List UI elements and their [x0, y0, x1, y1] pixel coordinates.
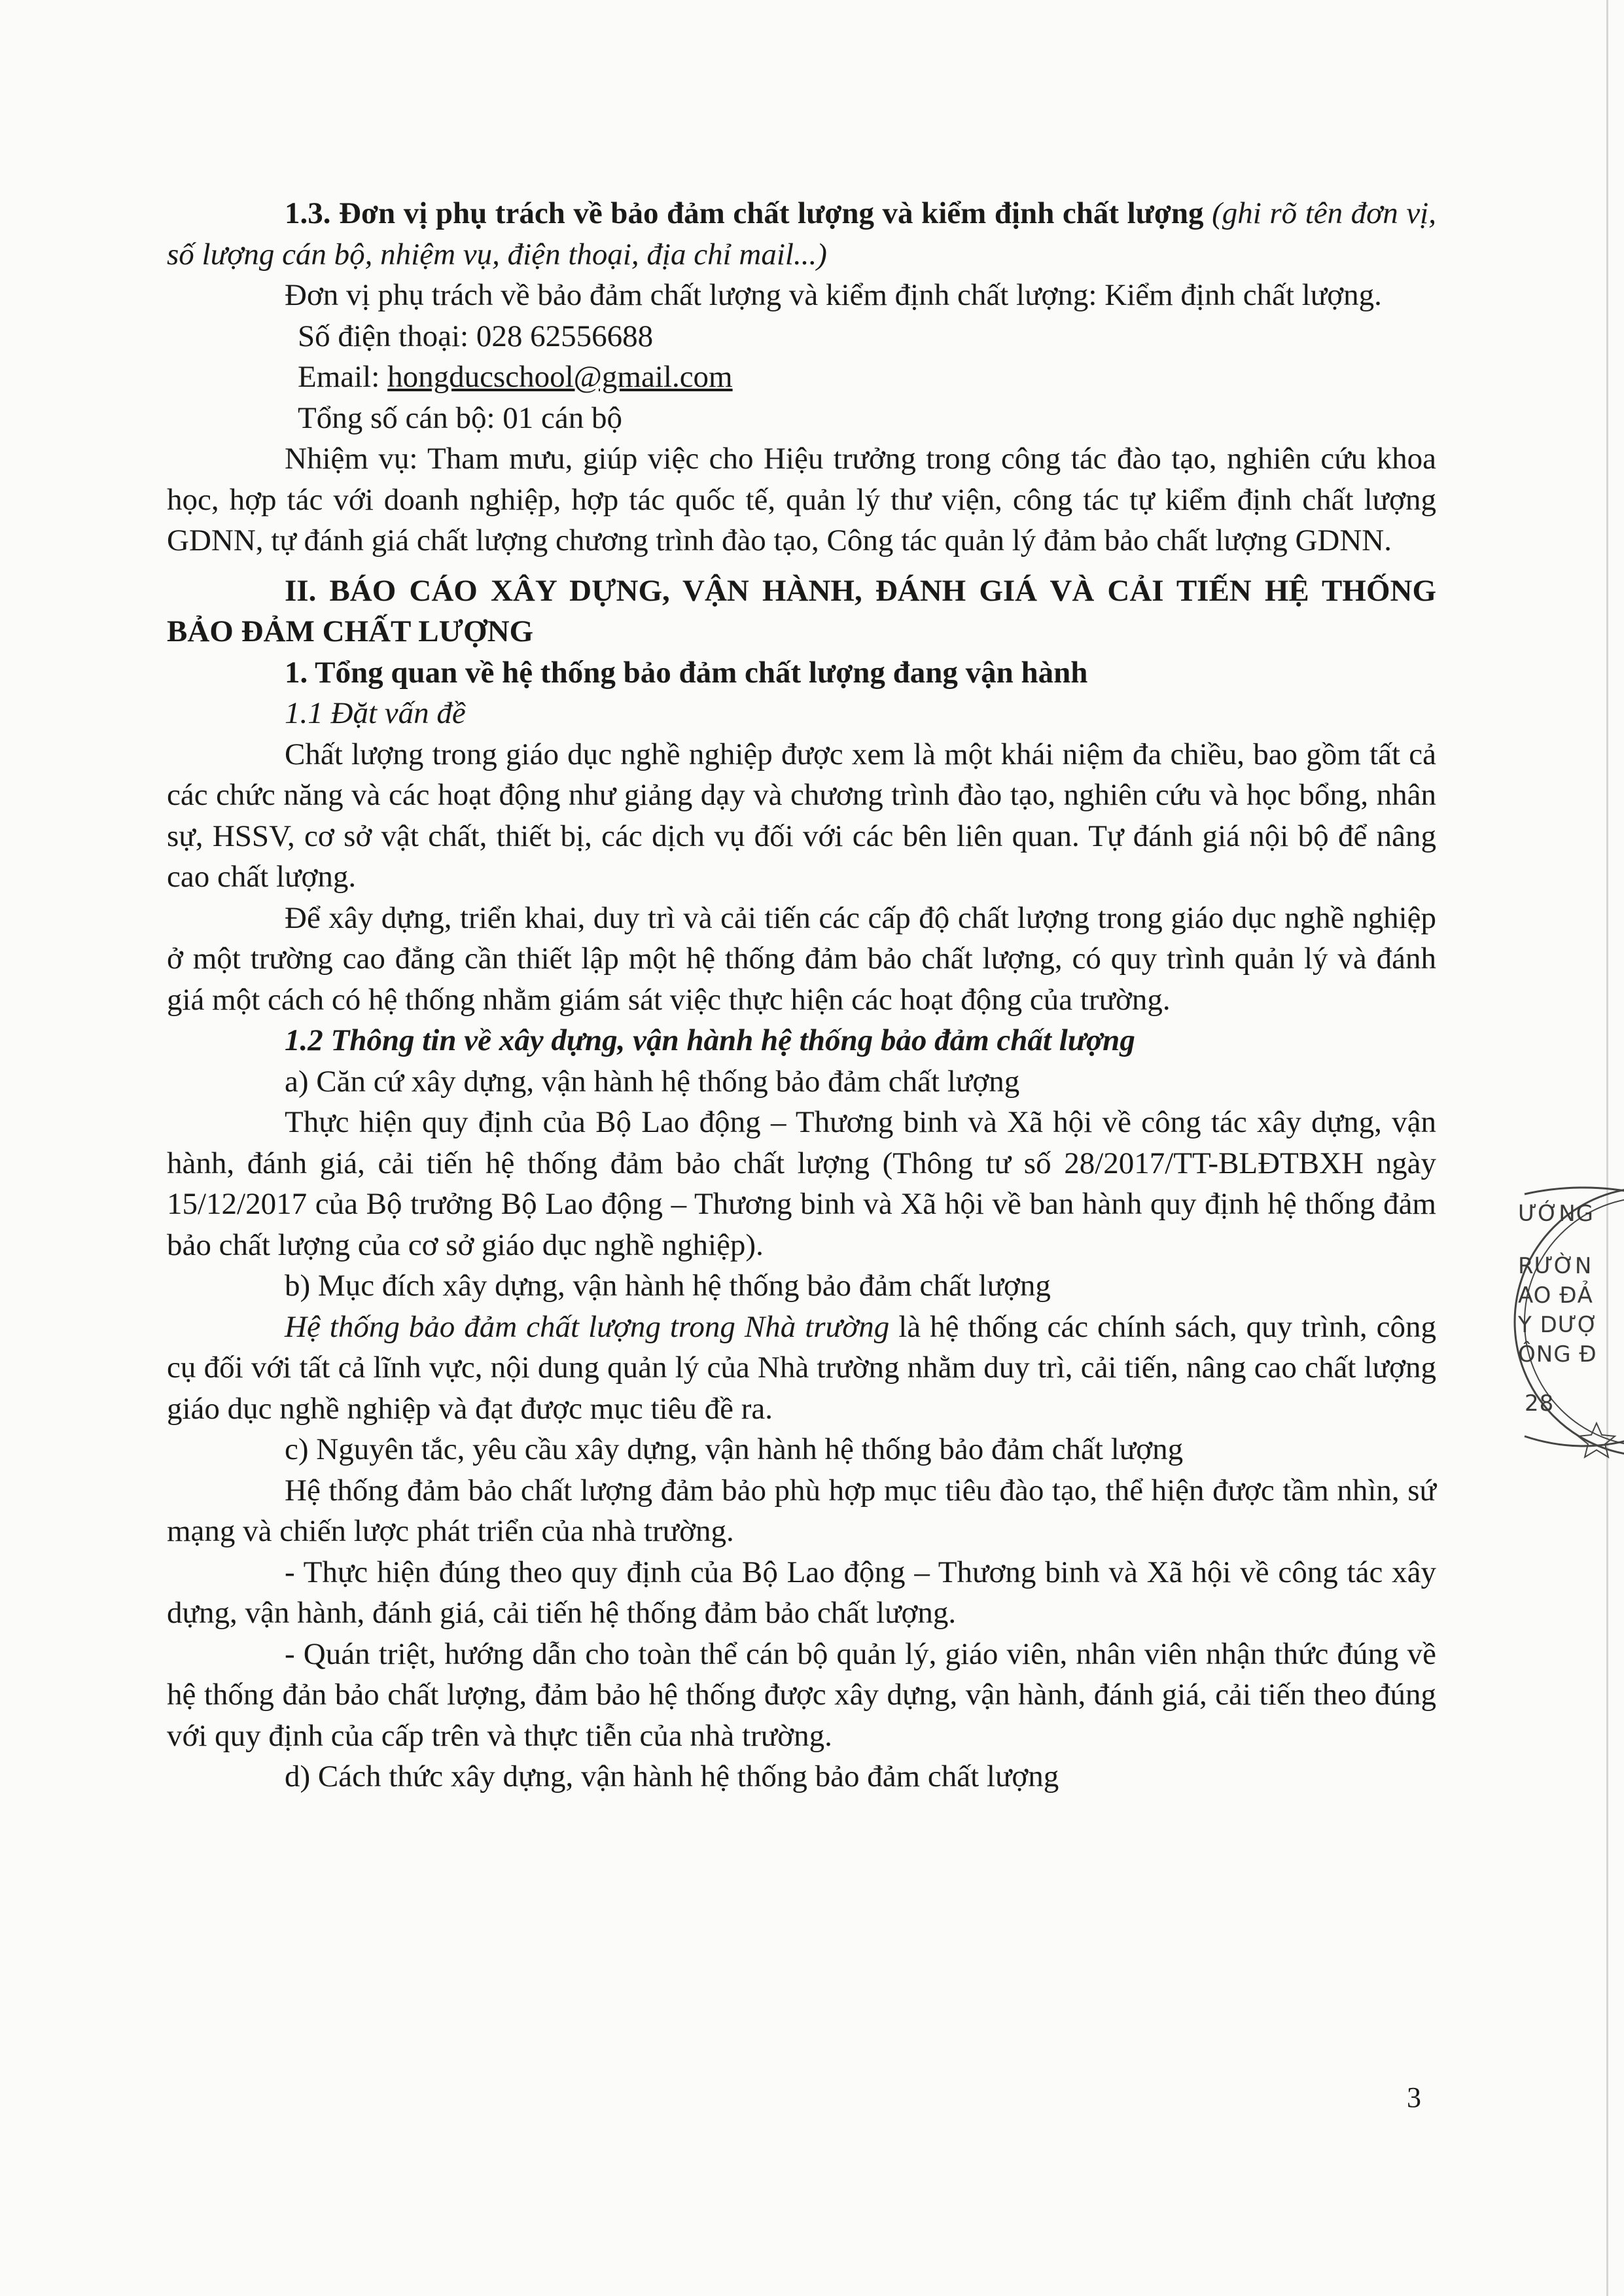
- item-b-heading: b) Mục đích xây dựng, vận hành hệ thống bảo đảm chất lượng: [285, 1269, 1051, 1303]
- subsection-1-heading: 1. Tổng quan về hệ thống bảo đảm chất lượng đang vận hành: [285, 655, 1088, 690]
- stamp-text-line: ÔNG Đ: [1518, 1341, 1597, 1368]
- item-a-heading: a) Căn cứ xây dựng, vận hành hệ thống bảo đảm chất lượng: [285, 1064, 1020, 1099]
- section-II-heading: II. BÁO CÁO XÂY DỰNG, VẬN HÀNH, ĐÁNH GIÁ VÀ CẢI TIẾN HỆ THỐNG BẢO ĐẢM CHẤT LƯỢNG: [167, 573, 1436, 648]
- paragraph-guidance: - Quán triệt, hướng dẫn cho toàn thể cán bộ quản lý, giáo viên, nhân viên nhận thức đúng về hệ thống đản bảo chất lượng, đảm bảo hệ thống được xây dựng, vận hành, đánh giá, cải tiến theo đúng với quy định của cấp trên và thực tiễn của nhà trường.: [167, 1636, 1436, 1753]
- paragraph-purpose-text: là hệ thống các chính sách, quy trình, công cụ đối với tất cả lĩnh vực, nội dung quản lý của Nhà trường nhằm duy trì, cải tiến, nâng cao chất lượng giáo dục nghề nghiệp và đạt được mục tiêu đề ra.: [167, 1309, 1436, 1426]
- email-label: Email:: [298, 360, 388, 394]
- item-d-heading: d) Cách thức xây dựng, vận hành hệ thống bảo đảm chất lượng: [285, 1759, 1059, 1793]
- document-body: [167, 193, 1436, 1797]
- page-number: 3: [1407, 2081, 1421, 2113]
- subsection-1-2-heading: 1.2 Thông tin về xây dựng, vận hành hệ thống bảo đảm chất lượng: [285, 1023, 1135, 1057]
- stamp-text-line: RƯỜN: [1518, 1253, 1593, 1279]
- stamp-text-line: Y DƯỢ: [1518, 1312, 1598, 1338]
- section-1-3-heading: [167, 193, 1436, 275]
- item-c-heading: c) Nguyên tắc, yêu cầu xây dựng, vận hành hệ thống bảo đảm chất lượng: [285, 1432, 1184, 1466]
- paragraph-legal-basis: Thực hiện quy định của Bộ Lao động – Thương binh và Xã hội về công tác xây dựng, vận hành, đánh giá, cải tiến hệ thống đảm bảo chất lượng (Thông tư số 28/2017/TT-BLĐTBXH ngày 15/12/2017 của Bộ trưởng Bộ Lao động – Thương binh và Xã hội về ban hành quy định hệ thống đảm bảo chất lượng của cơ sở giáo dục nghề nghiệp).: [167, 1105, 1436, 1262]
- paragraph-purpose-term: Hệ thống bảo đảm chất lượng trong Nhà trường: [285, 1309, 890, 1344]
- paragraph-regulation: - Thực hiện đúng theo quy định của Bộ Lao động – Thương binh và Xã hội về công tác xây dựng, vận hành, đánh giá, cải tiến hệ thống đảm bảo chất lượng.: [167, 1555, 1436, 1630]
- paragraph-quality-concept: Chất lượng trong giáo dục nghề nghiệp được xem là một khái niệm đa chiều, bao gồm tất cả các chức năng và các hoạt động như giảng dạy và chương trình đào tạo, nghiên cứu và học bổng, nhân sự, HSSV, cơ sở vật chất, thiết bị, các dịch vụ đối với các bên liên quan. Tự đánh giá nội bộ để nâng cao chất lượng.: [167, 737, 1436, 894]
- paragraph-principles: Hệ thống đảm bảo chất lượng đảm bảo phù hợp mục tiêu đào tạo, thể hiện được tầm nhìn, sứ mạng và chiến lược phát triển của nhà trường.: [167, 1473, 1436, 1548]
- paragraph-quality-system: Để xây dựng, triển khai, duy trì và cải tiến các cấp độ chất lượng trong giáo dục nghề nghiệp ở một trường cao đẳng cần thiết lập một hệ thống đảm bảo chất lượng, có quy trình quản lý và đánh giá một cách có hệ thống nhằm giám sát việc thực hiện các hoạt động của trường.: [167, 900, 1436, 1017]
- phone-line: Số điện thoại: 028 62556688: [298, 319, 654, 353]
- official-stamp-partial: [1498, 1174, 1624, 1469]
- section-1-3-heading-bold: 1.3. Đơn vị phụ trách về bảo đảm chất lượng và kiểm định chất lượng: [285, 196, 1204, 230]
- page-edge-line: [1606, 0, 1608, 2296]
- paragraph-purpose: [167, 1307, 1436, 1430]
- email-address: hongducschool@gmail.com: [387, 360, 733, 394]
- subsection-1-1-heading: 1.1 Đặt vấn đề: [285, 696, 466, 730]
- stamp-text-line: 28: [1525, 1390, 1555, 1417]
- staff-count-line: Tổng số cán bộ: 01 cán bộ: [298, 400, 623, 435]
- quality-unit-paragraph: Đơn vị phụ trách về bảo đảm chất lượng và kiểm định chất lượng: Kiểm định chất lượng.: [285, 278, 1382, 312]
- stamp-text-line: ƯỚNG: [1518, 1201, 1594, 1227]
- email-line: [167, 357, 1436, 398]
- section-1-3-heading-note: (ghi rõ tên đơn vị, số lượng cán bộ, nhiệm vụ, điện thoại, địa chỉ mail...): [167, 196, 1436, 272]
- duties-paragraph: Nhiệm vụ: Tham mưu, giúp việc cho Hiệu trưởng trong công tác đào tạo, nghiên cứu khoa học, hợp tác với doanh nghiệp, hợp tác quốc tế, quản lý thư viện, công tác tự kiểm định chất lượng GDNN, tự đánh giá chất lượng chương trình đào tạo, Công tác quản lý đảm bảo chất lượng GDNN.: [167, 442, 1436, 557]
- stamp-text-line: AO ĐẢ: [1518, 1282, 1593, 1309]
